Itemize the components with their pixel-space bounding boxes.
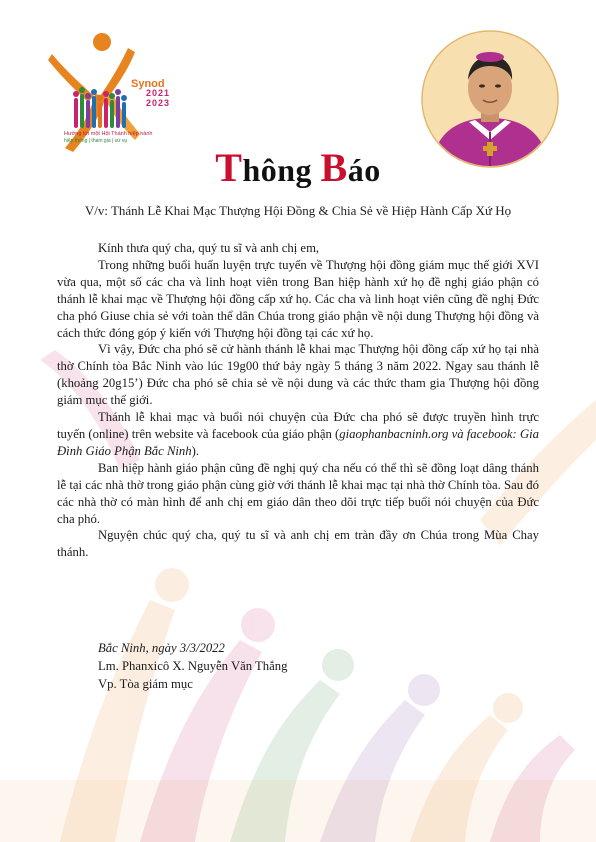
paragraph-3-text: Thánh lễ khai mạc và buổi nói chuyện của Đức cha phó sẽ được truyền hình trực tuyến (online) trên website và facebook của giáo phận (	[57, 410, 539, 441]
logo-year-end: 2023	[146, 98, 171, 108]
signature-date: Bắc Ninh, ngày 3/3/2022	[98, 641, 225, 655]
paragraph-3	[57, 409, 539, 460]
paragraph-3-end: ).	[191, 443, 200, 458]
title-part-1: hông	[242, 152, 321, 188]
signature-role: Vp. Tòa giám mục	[98, 677, 193, 691]
signature-name: Lm. Phanxicô X. Nguyễn Văn Thắng	[98, 659, 288, 673]
logo-subtagline: hiệp thông | tham gia | sứ vụ	[64, 138, 128, 144]
logo-tagline: Hướng tới một Hội Thánh hiệp hành	[64, 131, 153, 137]
greeting: Kính thưa quý cha, quý tu sĩ và anh chị em,	[98, 241, 320, 255]
title-part-2: áo	[347, 152, 381, 188]
signature-block	[98, 639, 287, 693]
page-title	[0, 144, 596, 191]
letter-body	[57, 240, 539, 561]
subject-line: V/v: Thánh Lễ Khai Mạc Thượng Hội Đồng & Chia Sẻ về Hiệp Hành Cấp Xứ Họ	[84, 203, 512, 218]
paragraph-1: Trong những buổi huấn luyện trực tuyến về Thượng hội đồng giám mục thế giới XVI vừa qua, một số các cha và linh hoạt viên trong Ban hiệp hành xứ họ đề nghị giáo phận có thánh lễ khai mạc về Thượng hội đồng cấp xứ họ. Các cha và linh hoạt viên cũng đề nghị Đức cha phó Giuse chia sẻ với toàn thể dân Chúa trong giáo phận về nội dung Thượng hội đồng và cách thức đóng góp ý kiến với Thượng hội đồng tại các xứ họ.	[57, 257, 539, 340]
paragraph-2: Vì vậy, Đức cha phó sẽ cử hành thánh lễ khai mạc Thượng hội đồng cấp xứ họ tại nhà thờ Chính tòa Bắc Ninh vào lúc 19g00 thứ bảy ngày 5 tháng 3 năm 2022. Ngay sau thánh lễ (khoảng 20g15’) Đức cha phó sẽ chia sẻ về nội dung và các thức tham gia Thượng hội đồng giám mục thế giới.	[57, 342, 539, 408]
logo-year-start: 2021	[146, 88, 171, 98]
paragraph-4: Ban hiệp hành giáo phận cũng đề nghị quý cha nếu có thể thì sẽ đồng loạt dâng thánh lễ tại các nhà thờ trong giáo phận cùng giờ với thánh lễ khai mạc tại nhà thờ Chính tòa. Sau đó các nhà thờ có màn hình để anh chị em giáo dân theo dõi trực tiếp buổi nói chuyện của Đức cha phó.	[57, 460, 539, 526]
title-initial-1: T	[215, 145, 243, 190]
logo-synod-text: Synod	[131, 78, 165, 90]
paragraph-5: Nguyện chúc quý cha, quý tu sĩ và anh chị em tràn đầy ơn Chúa trong Mùa Chay thánh.	[57, 528, 539, 560]
paragraph-3-website: giaophanbacninh.org và facebook: Gia Đình Giáo Phận Bắc Ninh	[57, 426, 539, 458]
title-initial-2: B	[320, 145, 348, 190]
